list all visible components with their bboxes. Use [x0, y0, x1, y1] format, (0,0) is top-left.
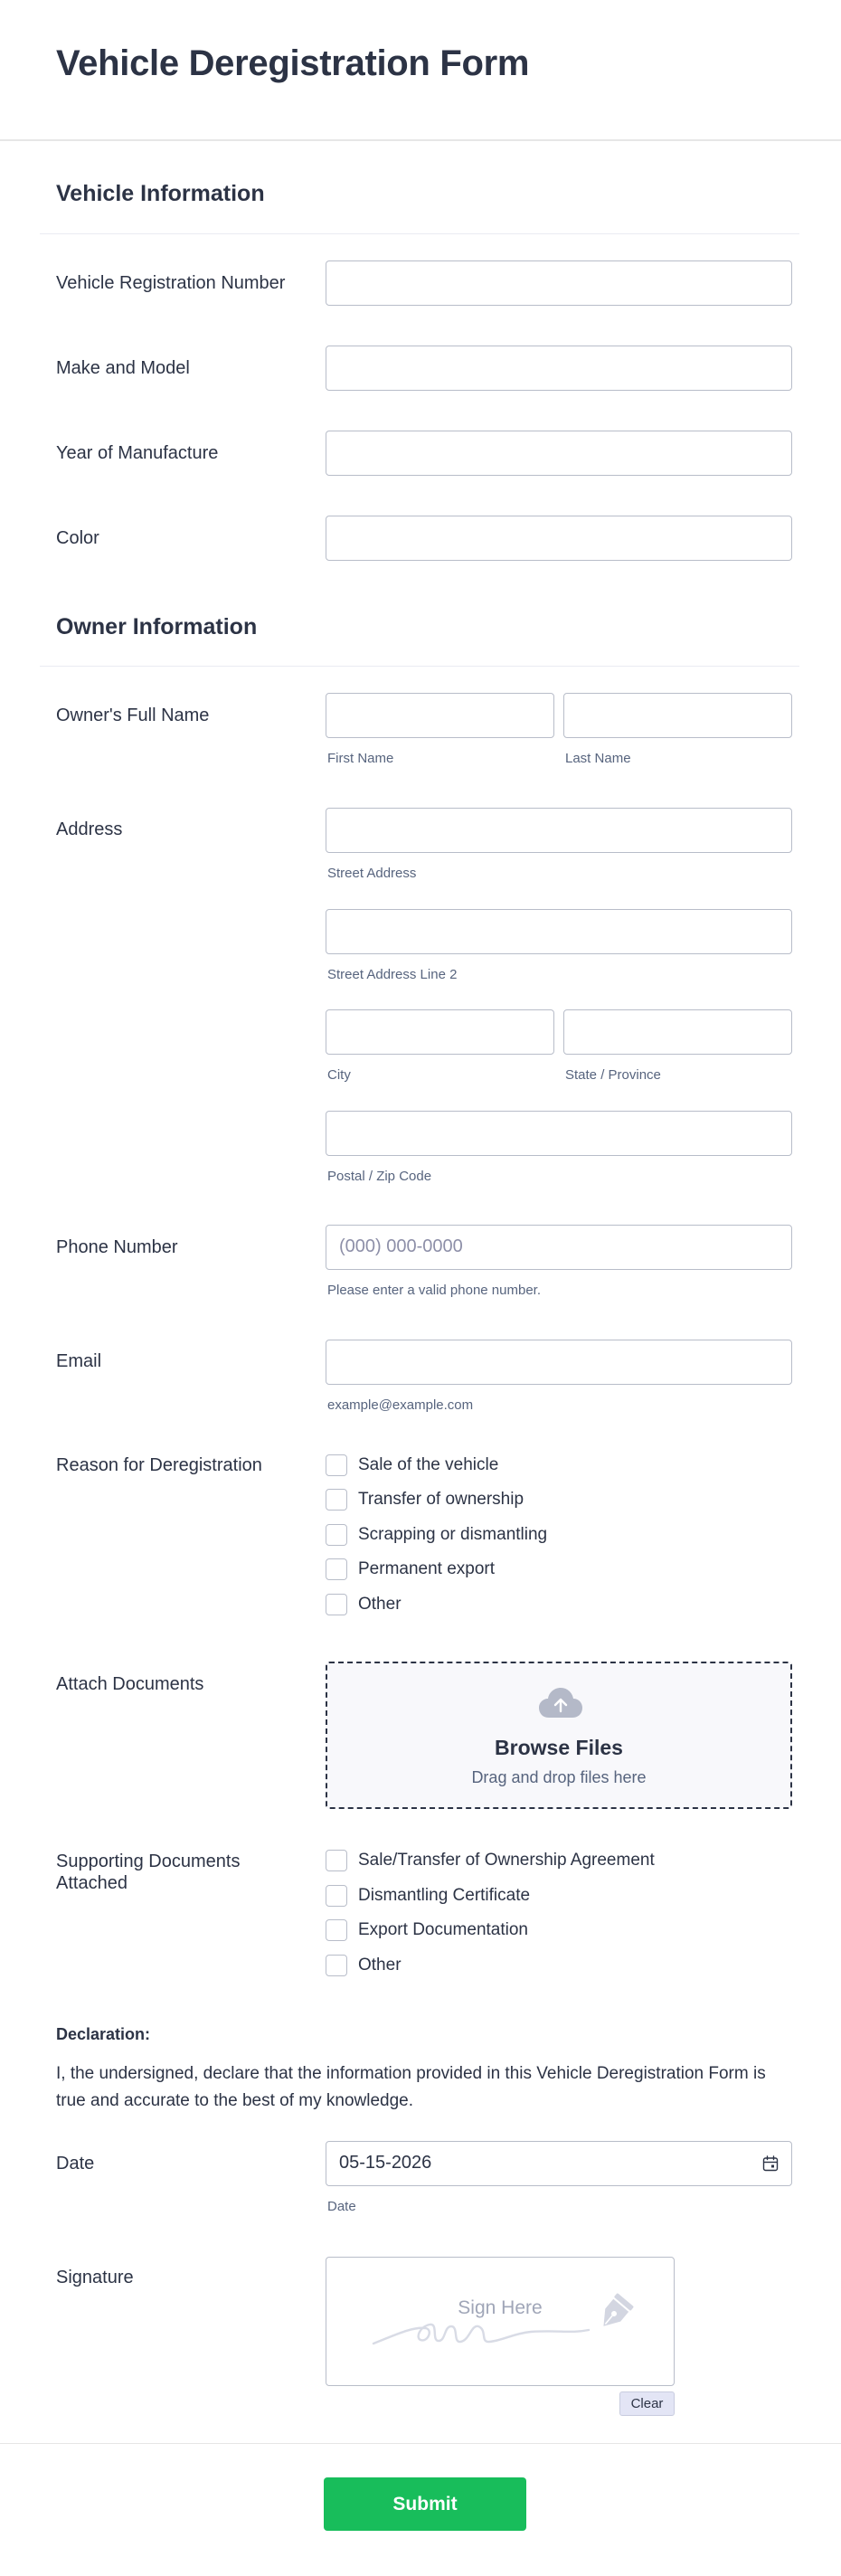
email-label: Email — [56, 1351, 102, 1371]
last-name-sublabel: Last Name — [565, 751, 631, 766]
file-upload-dropzone[interactable] — [326, 1662, 792, 1809]
form-card: Vehicle Deregistration Form Vehicle Information Vehicle Registration Number Make and Model Year of Manufacture Color Owner Information Owner's Full Name First Name Last Name Address Street Address Street Address Line 2 City State / Province Postal / Zip Code Phone Number (000) 000-0000 Please enter a valid phone number. Email example@example.com Reason for Deregistration Sale of the vehicle Transfer of ownership Scrapping or dismantling Permanent export Other Attach Documents Browse Files Drag and drop files here Supporting Documents Attached Sale/Transfer of Ownership Agreement Dismantling Certificate Export Documentation Other Declaration: I, the undersigned, declare that the information provided in this Vehicle Deregistration Form is true and accurate to the best of my knowledge. Date 05-15-2026 Date Signature Sign Here Clear Submit — [0, 0, 841, 2576]
color-label: Color — [56, 528, 99, 548]
street-address-input[interactable] — [326, 808, 792, 853]
date-label: Date — [56, 2154, 95, 2174]
city-input[interactable] — [326, 1009, 554, 1055]
checkbox[interactable] — [326, 1524, 347, 1546]
state-input[interactable] — [563, 1009, 792, 1055]
section-divider — [40, 666, 799, 667]
drag-drop-text: Drag and drop files here — [471, 1768, 647, 1786]
street-address-2-input[interactable] — [326, 909, 792, 954]
owner-section-title: Owner Information — [56, 614, 258, 639]
address-label: Address — [56, 819, 123, 839]
city-sublabel: City — [327, 1067, 351, 1083]
footer-divider — [0, 2443, 841, 2444]
first-name-sublabel: First Name — [327, 751, 394, 766]
make-model-input[interactable] — [326, 346, 792, 391]
form-title: Vehicle Deregistration Form — [56, 43, 530, 83]
checkbox[interactable] — [326, 1955, 347, 1976]
checkbox[interactable] — [326, 1489, 347, 1511]
attach-documents-label: Attach Documents — [56, 1674, 204, 1694]
vehicle-section-title: Vehicle Information — [56, 181, 265, 206]
checkbox[interactable] — [326, 1594, 347, 1615]
checkbox[interactable] — [326, 1885, 347, 1907]
signature-scribble — [326, 2258, 676, 2387]
registration-number-input[interactable] — [326, 260, 792, 306]
email-input[interactable] — [326, 1340, 792, 1385]
first-name-input[interactable] — [326, 693, 554, 738]
submit-button[interactable]: Submit — [324, 2477, 526, 2531]
full-name-label: Owner's Full Name — [56, 706, 210, 725]
make-model-label: Make and Model — [56, 358, 190, 378]
year-label: Year of Manufacture — [56, 443, 219, 463]
street-address-2-sublabel: Street Address Line 2 — [327, 967, 458, 982]
signature-pad[interactable] — [326, 2257, 675, 2386]
phone-sublabel: Please enter a valid phone number. — [327, 1283, 541, 1298]
clear-signature-button[interactable]: Clear — [619, 2391, 675, 2416]
phone-input[interactable]: (000) 000-0000 — [326, 1225, 792, 1270]
checkbox[interactable] — [326, 1919, 347, 1941]
color-input[interactable] — [326, 516, 792, 561]
postal-code-sublabel: Postal / Zip Code — [327, 1169, 432, 1184]
sign-here-placeholder: Sign Here — [458, 2297, 543, 2318]
last-name-input[interactable] — [563, 693, 792, 738]
date-sublabel: Date — [327, 2199, 356, 2214]
email-sublabel: example@example.com — [327, 1397, 474, 1413]
browse-files-text[interactable]: Browse Files — [495, 1736, 623, 1759]
street-address-sublabel: Street Address — [327, 866, 417, 881]
section-divider — [40, 233, 799, 234]
state-sublabel: State / Province — [565, 1067, 661, 1083]
cloud-upload-icon — [538, 1687, 583, 1719]
postal-code-input[interactable] — [326, 1111, 792, 1156]
date-input[interactable]: 05-15-2026 — [326, 2141, 792, 2186]
registration-number-label: Vehicle Registration Number — [56, 273, 286, 293]
checkbox[interactable] — [326, 1850, 347, 1871]
signature-label: Signature — [56, 2268, 134, 2287]
form-header — [0, 0, 841, 141]
phone-label: Phone Number — [56, 1237, 178, 1257]
checkbox[interactable] — [326, 1454, 347, 1476]
calendar-icon[interactable] — [762, 2155, 779, 2172]
checkbox[interactable] — [326, 1558, 347, 1580]
reason-label: Reason for Deregistration — [56, 1455, 262, 1475]
supporting-documents-label: Supporting Documents Attached — [56, 1852, 241, 1893]
declaration-text: I, the undersigned, declare that the information provided in this Vehicle Deregistration Form is true and accurate to the best of my knowledge. — [56, 2064, 766, 2110]
declaration-title: Declaration: — [56, 2025, 151, 2043]
year-input[interactable] — [326, 431, 792, 476]
